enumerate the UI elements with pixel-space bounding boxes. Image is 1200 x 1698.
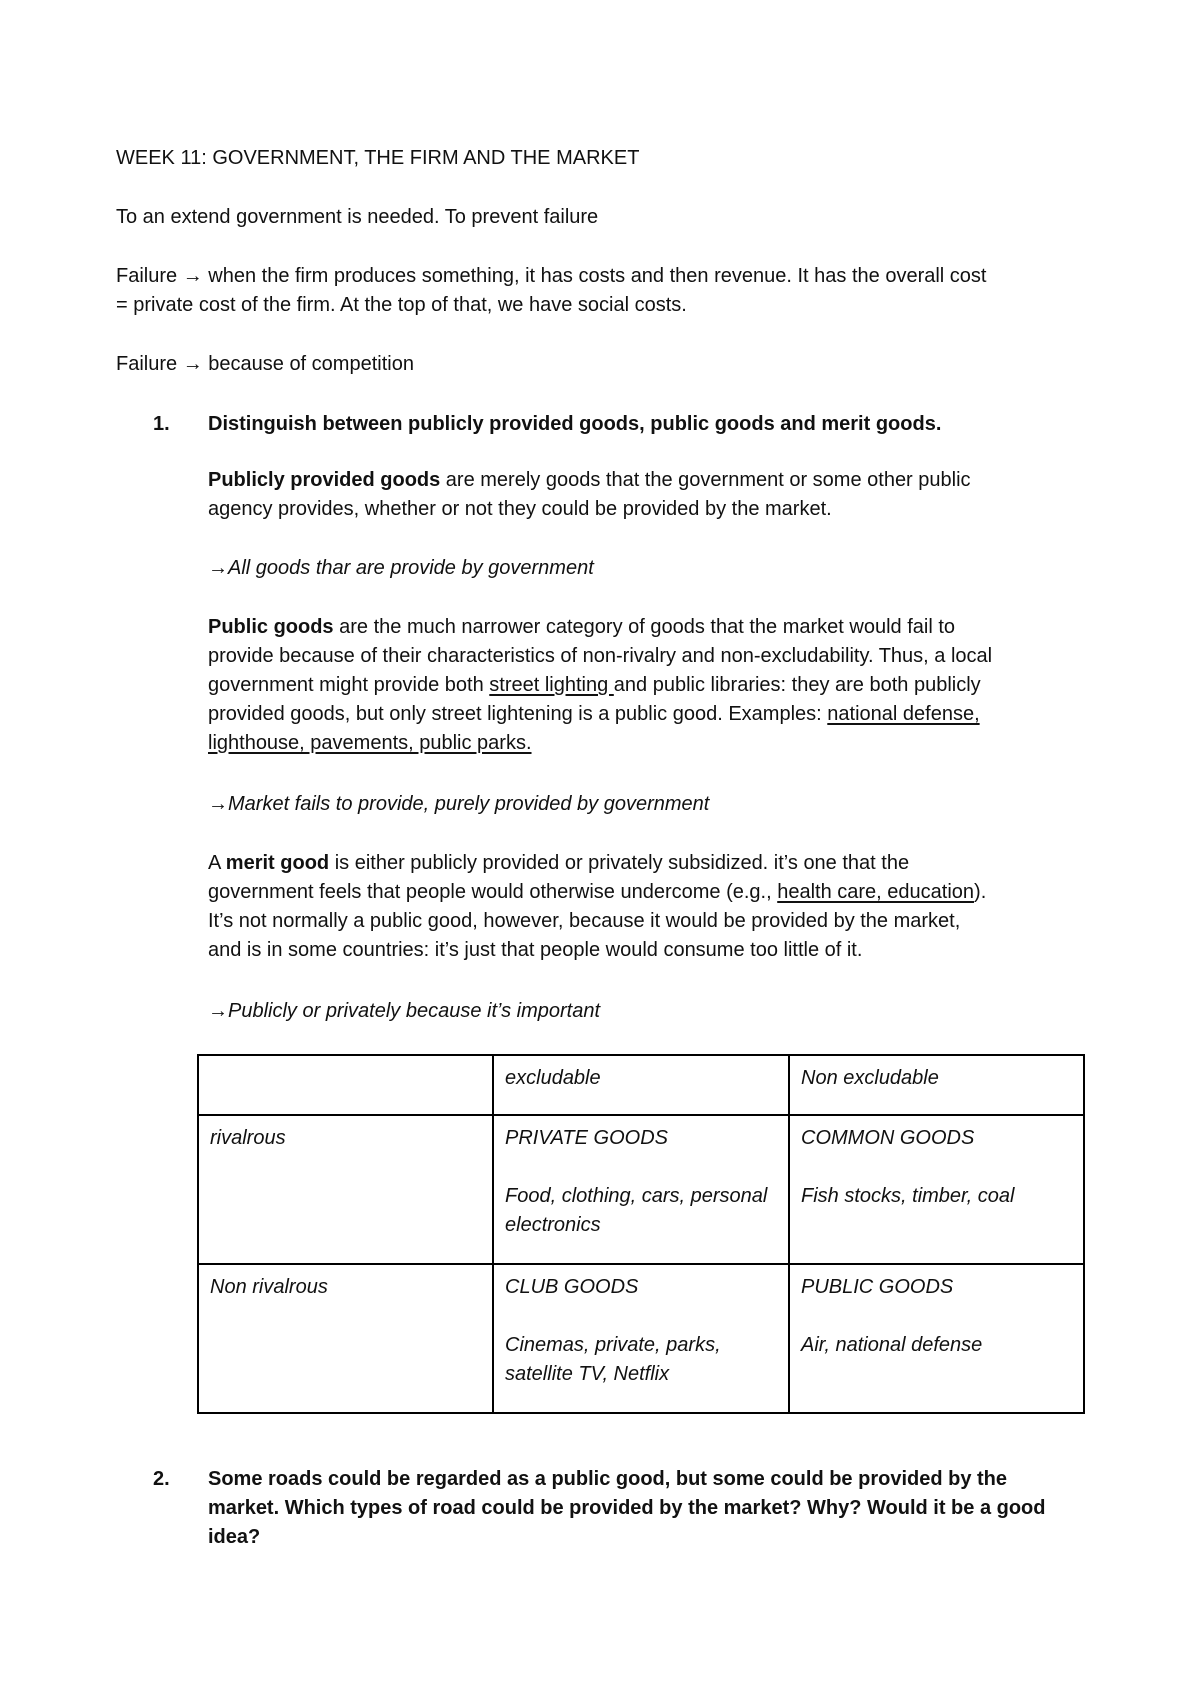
arrow-icon: → (208, 793, 228, 815)
q2-line-3: idea? (208, 1526, 261, 1548)
public-goods-paragraph (208, 613, 1108, 758)
row-label-cell: rivalrous (198, 1115, 493, 1264)
table-row (198, 1115, 1084, 1264)
failure-costs-line-2: = private cost of the firm. At the top of that, we have social costs. (116, 294, 687, 316)
arrow-icon: → (208, 1000, 228, 1022)
pg-note-text: Market fails to provide, purely provided by government (228, 793, 710, 815)
mg-note-text: Publicly or privately because it’s important (228, 1000, 601, 1022)
failure-label: Failure (116, 265, 178, 287)
question-2-text (208, 1465, 1108, 1552)
mg-note (208, 997, 600, 1026)
publicly-provided-goods-term: Publicly provided goods (208, 469, 441, 491)
cell-examples: Cinemas, private, parks, satellite TV, Netflix (505, 1334, 721, 1385)
examples-underlined-2: lighthouse, pavements, public parks. (208, 732, 532, 754)
table-cell (493, 1264, 789, 1413)
cell-examples: Food, clothing, cars, personal electronics (505, 1185, 768, 1236)
mg-line-1: is either publicly provided or privately subsidized. it’s one that the (329, 852, 910, 874)
pg-line-4-pre: provided goods, but only street lightening is a public good. Examples: (208, 703, 828, 725)
question-1-text: Distinguish between publicly provided goods, public goods and merit goods. (208, 413, 942, 435)
mg-line-3: It’s not normally a public good, however, because it would be provided by the market, (208, 910, 961, 932)
cell-heading: PRIVATE GOODS (505, 1127, 668, 1149)
failure-label: Failure (116, 353, 178, 375)
table-header-cell: Non excludable (789, 1055, 1084, 1115)
pg-line-1: are the much narrower category of goods that the market would fail to (333, 616, 955, 638)
table-header-cell: excludable (493, 1055, 789, 1115)
street-lighting-underlined: street lighting (489, 674, 614, 696)
failure-competition-text: because of competition (208, 353, 414, 375)
cell-heading: PUBLIC GOODS (801, 1276, 954, 1298)
failure-costs-line-1: when the firm produces something, it has costs and then revenue. It has the overall cost (208, 265, 987, 287)
goods-classification-table (197, 1054, 1085, 1414)
intro-text: To an extend government is needed. To prevent failure (116, 206, 599, 228)
arrow-icon: → (182, 265, 203, 287)
pg-line-2: provide because of their characteristics of non-rivalry and non-excludability. Thus, a local (208, 645, 993, 667)
merit-good-term: merit good (225, 852, 330, 874)
publicly-provided-goods-paragraph (208, 466, 1108, 524)
question-2-number: 2. (153, 1468, 170, 1490)
cell-heading: CLUB GOODS (505, 1276, 639, 1298)
examples-underlined-1: national defense, (827, 703, 980, 725)
mg-line-4: and is in some countries: it’s just that people would consume too little of it. (208, 939, 863, 961)
ppg-line-2: agency provides, whether or not they could be provided by the market. (208, 498, 832, 520)
public-goods-term: Public goods (208, 616, 334, 638)
pg-note (208, 790, 709, 819)
table-cell (493, 1115, 789, 1264)
table-row (198, 1264, 1084, 1413)
page-title: WEEK 11: GOVERNMENT, THE FIRM AND THE MARKET (116, 147, 640, 169)
arrow-icon: → (208, 557, 228, 579)
table-cell (789, 1115, 1084, 1264)
row-label-cell: Non rivalrous (198, 1264, 493, 1413)
failure-competition-paragraph (116, 350, 414, 379)
pg-line-3-pre: government might provide both (208, 674, 490, 696)
q2-line-2: market. Which types of road could be provided by the market? Why? Would it be a good (208, 1497, 1046, 1519)
table-header-cell (198, 1055, 493, 1115)
ppg-note (208, 554, 594, 583)
arrow-icon: → (182, 353, 203, 375)
mg-line-2-pre: government feels that people would otherwise undercome (e.g., (208, 881, 778, 903)
mg-pre: A (208, 852, 226, 874)
pg-line-3-post: and public libraries: they are both publicly (613, 674, 981, 696)
cell-heading: COMMON GOODS (801, 1127, 975, 1149)
merit-good-paragraph (208, 849, 1108, 965)
health-care-education-underlined: health care, education (777, 881, 975, 903)
mg-line-2-post: ). (974, 881, 987, 903)
ppg-line-1: are merely goods that the government or some other public (440, 469, 971, 491)
question-1-number: 1. (153, 413, 170, 435)
table-header-row (198, 1055, 1084, 1115)
cell-examples: Air, national defense (801, 1334, 983, 1356)
ppg-note-text: All goods thar are provide by government (228, 557, 594, 579)
failure-costs-paragraph (116, 262, 1096, 320)
table-cell (789, 1264, 1084, 1413)
q2-line-1: Some roads could be regarded as a public good, but some could be provided by the (208, 1468, 1008, 1490)
cell-examples: Fish stocks, timber, coal (801, 1185, 1015, 1207)
